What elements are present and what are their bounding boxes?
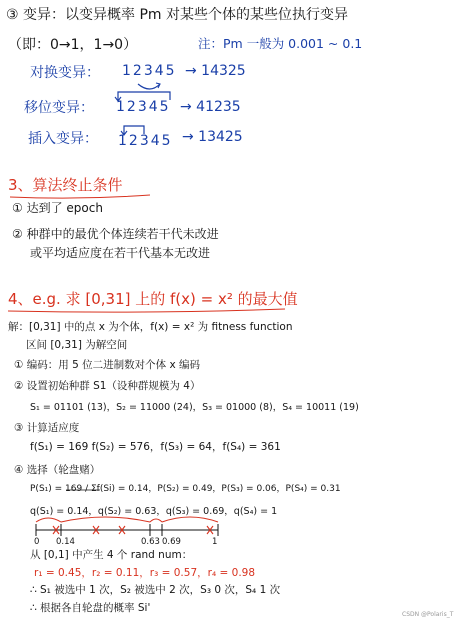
example-underline [8,309,285,312]
example-title: 4、e.g. 求 [0,31] 上的 f(x) = x² 的最大值 [8,290,298,308]
axis-tick-063: 0.63 [141,537,160,547]
swap-arrow-tip [156,83,160,88]
solution-line-7: f(S₁) = 169 f(S₂) = 576，f(S₃) = 64，f(S₄) = 361 [30,441,281,453]
watermark: CSDN @Polaris_T [402,611,454,618]
segment-brace-3 [150,519,162,522]
shift-mutation-label: 移位变异： [24,100,94,116]
axis-tick-069: 0.69 [162,537,181,547]
segment-brace-2 [61,517,150,522]
swap-mutation-result: → 14325 [185,63,246,79]
insert-mutation-result: → 13425 [182,129,243,145]
mutation-subtitle: （即：0→1，1→0） [8,37,138,53]
solution-line-14: ∴ 根据各自轮盘的概率 Si' [30,602,151,614]
rand-mark-1 [53,526,59,534]
rand-mark-2 [93,526,99,534]
swap-mutation-source: 12345 [122,63,177,79]
solution-line-13: ∴ S₁ 被选中 1 次，S₂ 被选中 2 次，S₃ 0 次，S₄ 1 次 [30,584,281,596]
segment-brace-1 [36,518,61,522]
termination-item-2: ② 种群中的最优个体连续若干代未改进 [12,227,219,241]
segment-brace-4 [162,517,218,522]
solution-line-6: ③ 计算适应度 [14,422,80,434]
solution-line-12: r₁ = 0.45，r₂ = 0.11，r₃ = 0.57，r₄ = 0.98 [34,567,256,579]
termination-item-3: 或平均适应度在若干代基本无改进 [30,246,211,260]
termination-title: 3、算法终止条件 [8,176,123,194]
axis-tick-014: 0.14 [56,537,75,547]
solution-line-10: q(S₁) = 0.14，q(S₂) = 0.63，q(S₃) = 0.69，q(S₄) = 1 [30,506,278,517]
insert-mutation-source: 12345 [118,133,173,149]
title-underline [10,195,150,198]
solution-line-3: ① 编码：用 5 位二进制数对个体 x 编码 [14,359,200,371]
solution-line-2: 区间 [0,31] 为解空间 [26,339,128,351]
mutation-note: 注：Pm 一般为 0.001 ~ 0.1 [198,36,363,51]
termination-item-1: ① 达到了 epoch [12,201,103,215]
insert-mutation-label: 插入变异： [28,131,98,147]
swap-mutation-label: 对换变异： [30,65,100,81]
solution-line-8: ④ 选择（轮盘赌） [14,464,101,476]
rand-mark-3 [119,526,125,534]
axis-tick-0: 0 [34,537,40,547]
solution-line-11: 从 [0,1] 中产生 4 个 rand num： [30,549,193,561]
solution-line-4: ② 设置初始种群 S1（设种群规模为 4） [14,380,201,392]
axis-tick-1: 1 [212,537,218,547]
shift-mutation-source: 12345 [116,99,171,115]
solution-line-5: S₁ = 01101 (13)，S₂ = 11000 (24)，S₃ = 01000 (8)，S₄ = 10011 (19) [30,402,359,413]
swap-arrow [138,84,160,89]
rand-mark-4 [207,526,213,534]
mutation-title: ③ 变异：以变异概率 Pm 对某些个体的某些位执行变异 [6,7,348,23]
shift-mutation-result: → 41235 [180,99,241,115]
solution-line-1: 解：[0,31] 中的点 x 为个体，f(x) = x² 为 fitness function [8,321,293,333]
solution-line-9: P(S₁) = 169 / Σf(Si) = 0.14，P(S₂) = 0.49，P(S₃) = 0.06，P(S₄) = 0.31 [30,484,341,494]
